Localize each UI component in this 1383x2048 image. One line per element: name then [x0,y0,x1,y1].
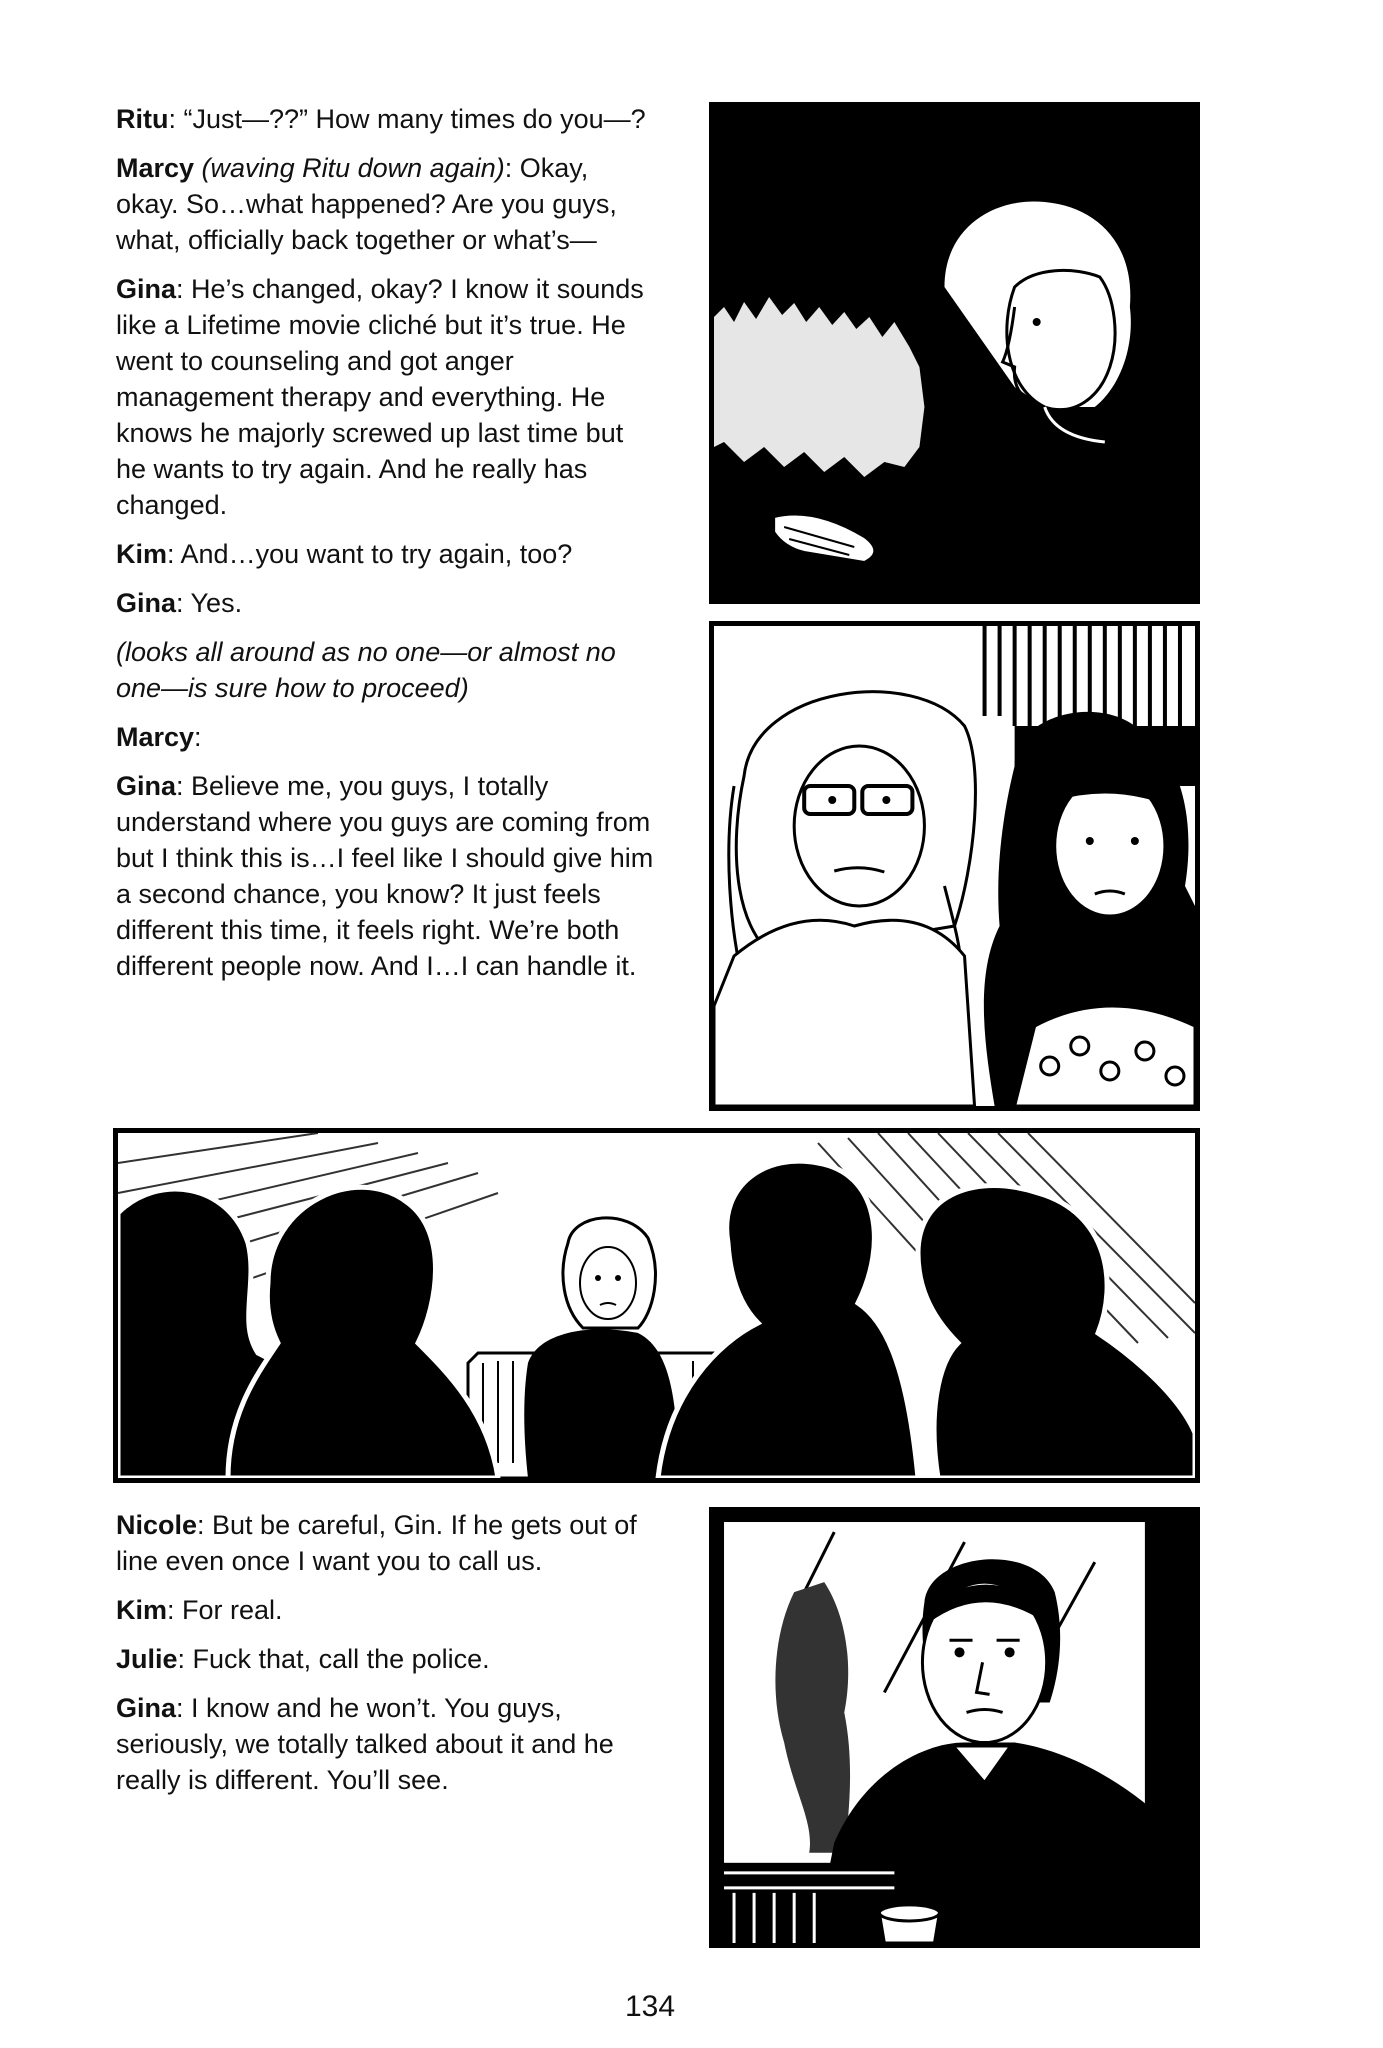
dialogue-line: Gina: He’s changed, okay? I know it sounds like a Lifetime movie cliché but it’s true. He went to counseling and got anger management therapy and everything. He knows he majorly screwed up last time but he wants to try again. And he really has changed. [116,274,644,520]
gina-profile-illustration [714,107,1195,599]
dialogue-line: Nicole: But be careful, Gin. If he gets out of line even once I want you to call us. [116,1510,637,1576]
group-scene-illustration [118,1133,1195,1478]
comic-panel-gina-profile [709,102,1200,604]
dialogue-line: Kim: For real. [116,1595,283,1625]
dialogue-line: Julie: Fuck that, call the police. [116,1644,490,1674]
stage-direction: (looks all around as no one—or almost no one—is sure how to proceed) [116,637,616,703]
dialogue-column-top [116,101,656,997]
dialogue-line: Ritu: “Just—??” How many times do you—? [116,104,646,134]
friends-listening-illustration [714,626,1195,1106]
man-at-window-illustration [714,1512,1195,1943]
dialogue-line: Marcy (waving Ritu down again): Okay, okay. So…what happened? Are you guys, what, officially back together or what’s— [116,153,617,255]
dialogue-line: Gina: Yes. [116,588,243,618]
dialogue-column-bottom [116,1507,656,1811]
comic-panel-group-scene [113,1128,1200,1483]
dialogue-line: Gina: I know and he won’t. You guys, seriously, we totally talked about it and he really is different. You’ll see. [116,1693,614,1795]
dialogue-line: Marcy: [116,722,202,752]
comic-panel-friends-listening [709,621,1200,1111]
dialogue-line: Gina: Believe me, you guys, I totally understand where you guys are coming from but I think this is…I feel like I should give him a second chance, you know? It just feels different this time, it feels right. We’re both different people now. And I…I can handle it. [116,771,654,981]
dialogue-line: Kim: And…you want to try again, too? [116,539,573,569]
page-number: 134 [624,1990,676,2023]
comic-panel-man-at-window [709,1507,1200,1948]
